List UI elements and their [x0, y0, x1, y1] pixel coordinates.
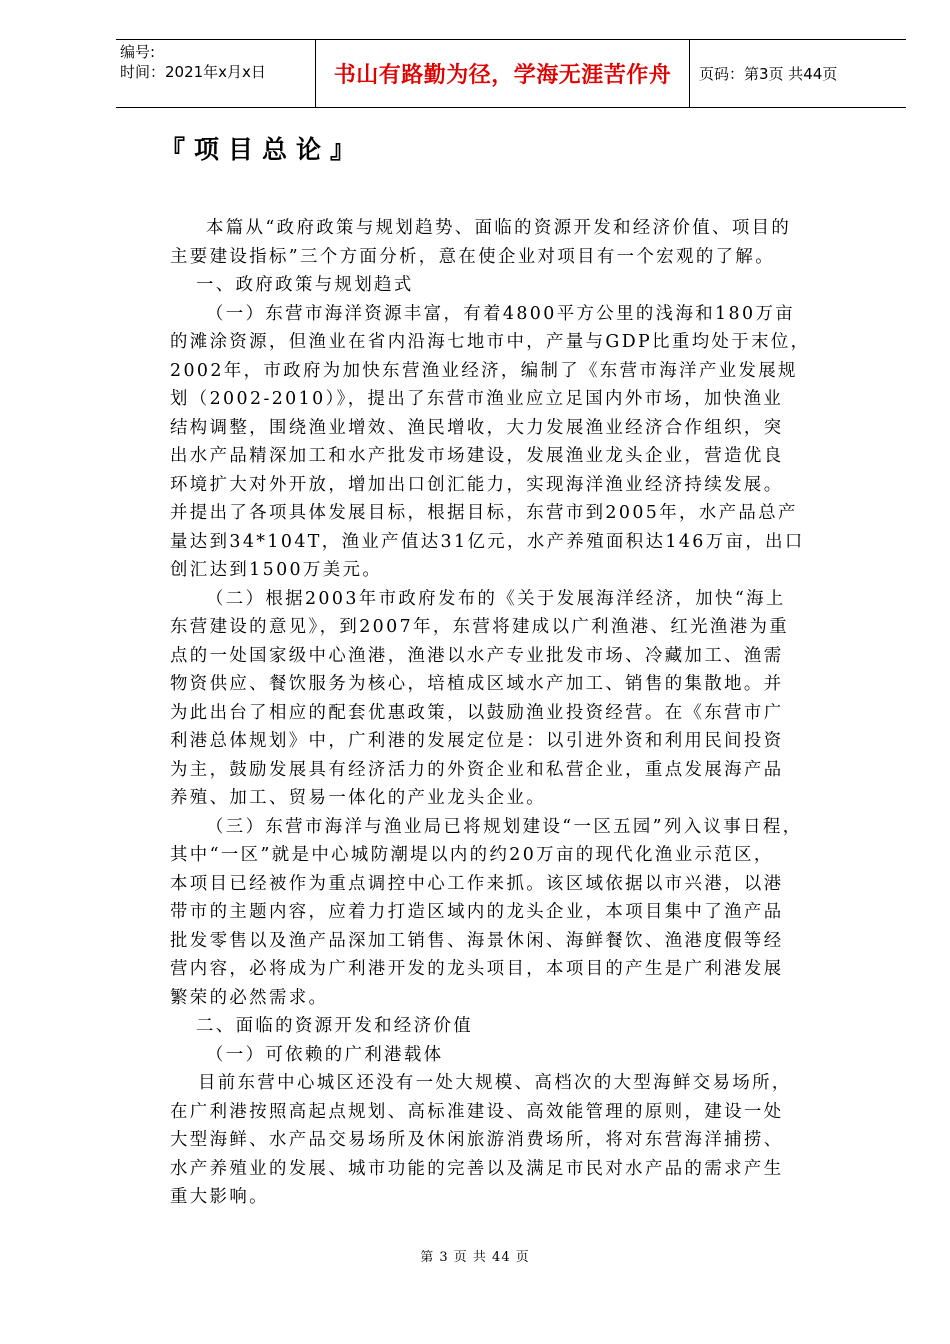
- body-line: 环境扩大对外开放，增加出口创汇能力，实现海洋渔业经济持续发展。: [170, 474, 784, 495]
- body-line: 2002年，市政府为加快东营渔业经济，编制了《东营市海洋产业发展规: [170, 360, 798, 381]
- body-line: 出水产品精深加工和水产批发市场建设，发展渔业龙头企业，营造优良: [170, 446, 784, 466]
- header-meta-cell: [116, 40, 316, 107]
- body-line: 为主，鼓励发展具有经济活力的外资企业和私营企业，重点发展海产品: [170, 759, 784, 780]
- document-number-label: 编号:: [120, 43, 156, 61]
- body-line: 物资供应、餐饮服务为核心，培植成区域水产加工、销售的集散地。并: [170, 674, 784, 694]
- body-line: 为此出台了相应的配套优惠政策，以鼓励渔业投资经营。在《东营市广: [170, 702, 784, 723]
- body-line: 在广利港按照高起点规划、高标准建设、高效能管理的原则，建设一处: [170, 1101, 784, 1122]
- body-line: 繁荣的必然需求。: [170, 987, 329, 1008]
- page-footer: 第 3 页 共 44 页: [420, 1250, 530, 1265]
- body-line: 主要建设指标”三个方面分析，意在使企业对项目有一个宏观的了解。: [170, 246, 776, 267]
- body-line: 利港总体规划》中，广利港的发展定位是：以引进外资和利用民间投资: [170, 731, 784, 751]
- body-line: 本篇从“政府政策与规划趋势、面临的资源开发和经济价值、项目的: [206, 218, 792, 238]
- body-line: （二）根据2003年市政府发布的《关于发展海洋经济，加快“海上: [206, 588, 786, 609]
- body-line: 点的一处国家级中心渔港，渔港以水产专业批发市场、冷藏加工、渔需: [170, 645, 784, 666]
- body-line: 量达到34*104T，渔业产值达31亿元，水产养殖面积达146万亩，出口: [170, 531, 805, 552]
- body-line: 重大影响。: [170, 1187, 269, 1207]
- body-line: 营内容，必将成为广利港开发的龙头项目，本项目的产生是广利港发展: [170, 959, 784, 979]
- page-title: 『项目总论』: [160, 135, 365, 164]
- body-line: 水产养殖业的发展、城市功能的完善以及满足市民对水产品的需求产生: [170, 1158, 784, 1179]
- document-time-label: 时间：2021年x月x日: [120, 63, 266, 81]
- body-line: 本项目已经被作为重点调控中心工作来抓。该区域依据以市兴港，以港: [170, 873, 784, 894]
- body-line: 批发零售以及渔产品深加工销售、海景休闲、海鲜餐饮、渔港度假等经: [170, 930, 784, 951]
- body-line: （一）可依赖的广利港载体: [206, 1044, 444, 1065]
- body-line: 一、政府政策与规划趋式: [196, 275, 414, 295]
- body-line: 其中“一区”就是中心城防潮堤以内的约20万亩的现代化渔业示范区，: [170, 845, 774, 865]
- body-line: 创汇达到1500万美元。: [170, 560, 383, 580]
- body-line: 结构调整，围绕渔业增效、渔民增收，大力发展渔业经济合作组织，突: [170, 417, 784, 438]
- body-line: 并提出了各项具体发展目标，根据目标，东营市到2005年，水产品总产: [170, 503, 798, 523]
- body-line: （三）东营市海洋与渔业局已将规划建设“一区五园”列入议事日程，: [206, 816, 803, 837]
- body-line: 东营建设的意见》，到2007年，东营将建成以广利渔港、红光渔港为重: [170, 617, 790, 637]
- body-line: 的滩涂资源，但渔业在省内沿海七地市中，产量与GDP比重均处于末位，: [170, 332, 811, 352]
- document-body: [170, 214, 890, 1212]
- body-line: 二、面临的资源开发和经济价值: [196, 1016, 474, 1036]
- body-line: 养殖、加工、贸易一体化的产业龙头企业。: [170, 788, 547, 808]
- body-line: 带市的主题内容，应着力打造区域内的龙头企业，本项目集中了渔产品: [170, 902, 784, 922]
- header-page-info: 页码：第3页 共44页: [699, 65, 838, 83]
- body-line: （一）东营市海洋资源丰富，有着4800平方公里的浅海和180万亩: [206, 303, 796, 324]
- header-motto: 书山有路勤为径，学海无涯苦作舟: [316, 40, 690, 107]
- body-line: 划（2002-2010）》，提出了东营市渔业应立足国内外市场，加快渔业: [170, 389, 784, 409]
- document-header: [116, 39, 906, 108]
- body-line: 目前东营中心城区还没有一处大规模、高档次的大型海鲜交易场所，: [198, 1073, 792, 1093]
- body-line: 大型海鲜、水产品交易场所及休闲旅游消费场所，将对东营海洋捕捞、: [170, 1130, 784, 1150]
